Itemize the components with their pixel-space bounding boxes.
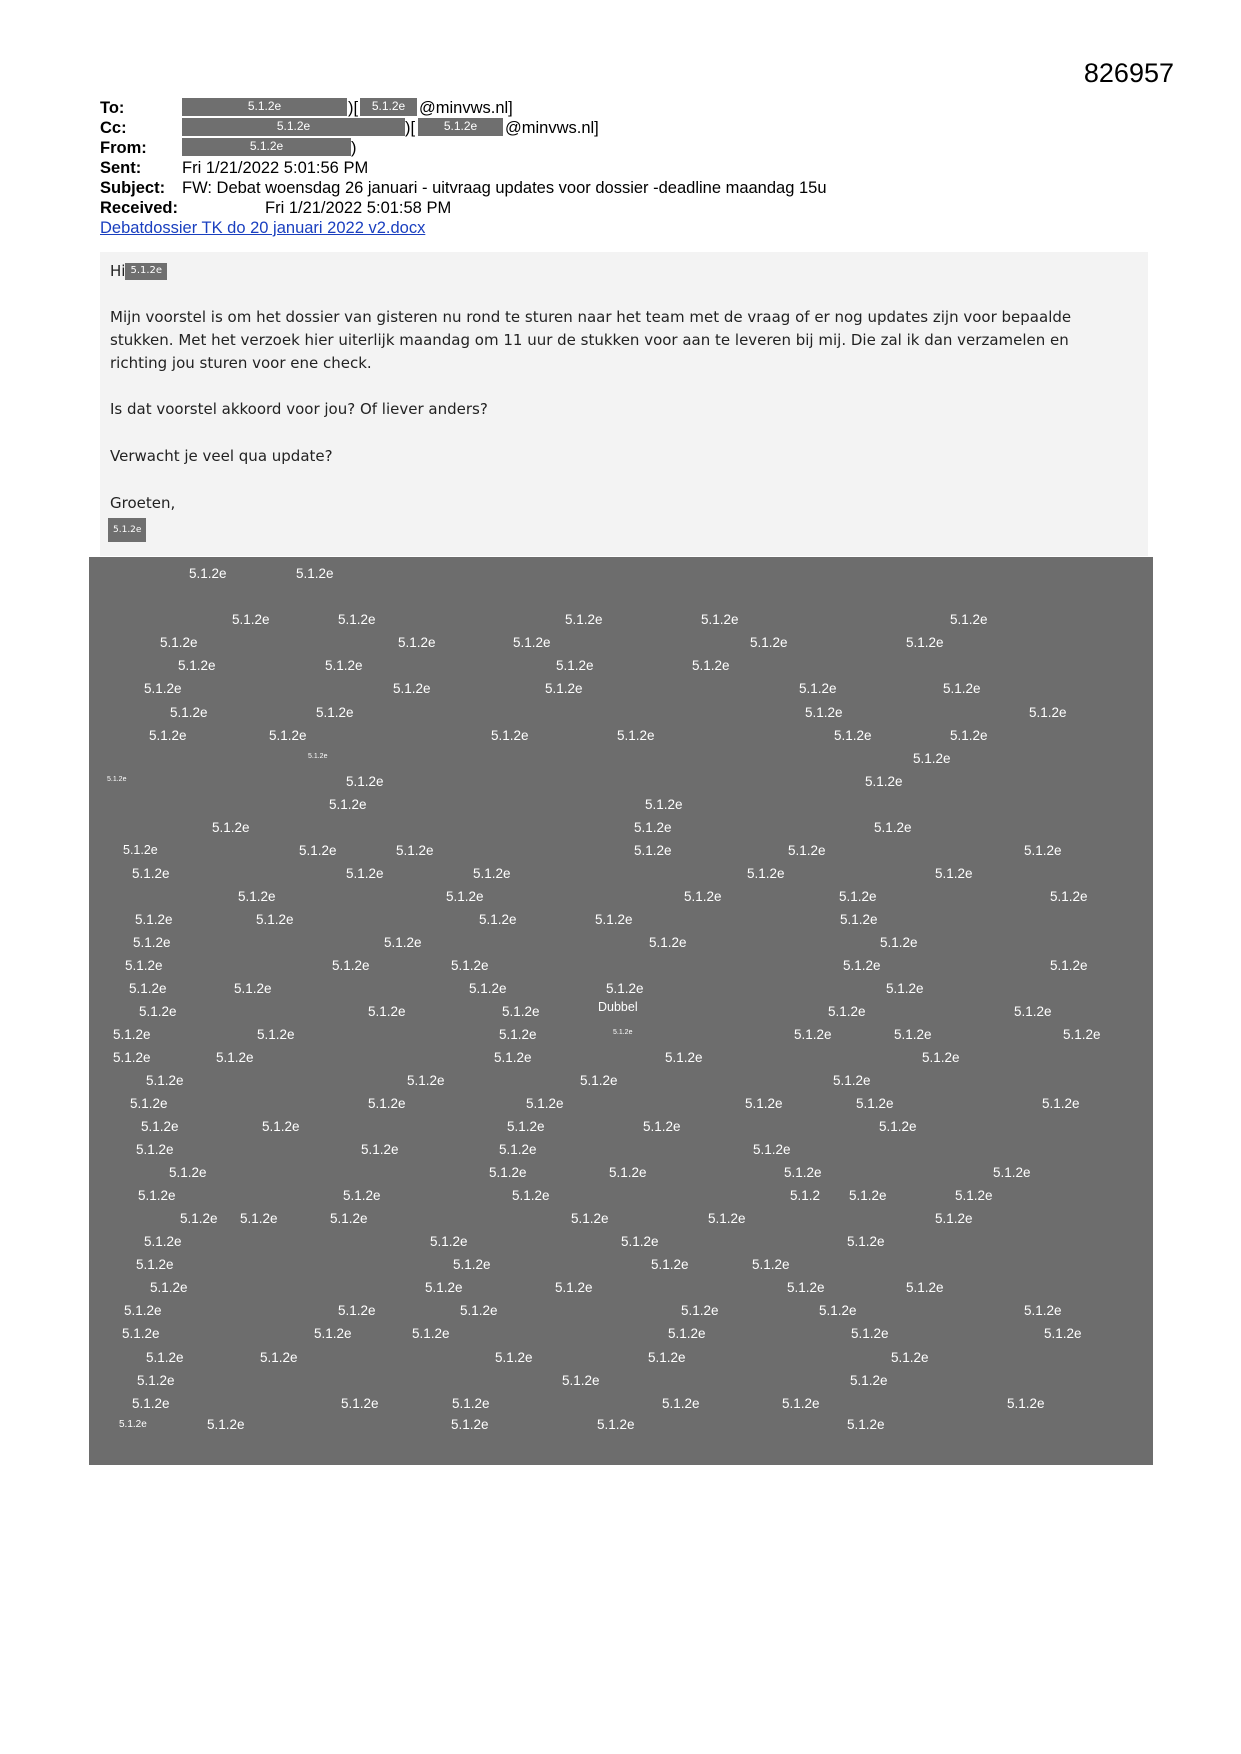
dubbel-note: Dubbel	[598, 1000, 638, 1014]
to-domain: @minvws.nl]	[419, 99, 513, 117]
redaction-box: 5.1.2e	[182, 138, 351, 156]
redaction-code: 5.1.2e	[169, 1165, 207, 1180]
redaction-code: 5.1.2e	[850, 1373, 888, 1388]
redaction-code: 5.1.2e	[784, 1165, 822, 1180]
redaction-code: 5.1.2e	[922, 1050, 960, 1065]
body-line: Mijn voorstel is om het dossier van gisteren nu rond te sturen naar het team met de vraag of er nog updates zijn voor bepaalde	[110, 308, 1072, 326]
redaction-code: 5.1.2e	[834, 728, 872, 743]
redaction-code: 5.1.2e	[107, 776, 127, 783]
redaction-code: 5.1.2e	[851, 1326, 889, 1341]
redaction-code: 5.1.2e	[398, 635, 436, 650]
redaction-box: 5.1.2e	[360, 98, 417, 116]
redaction-code: 5.1.2e	[597, 1417, 635, 1432]
redaction-code: 5.1.2e	[580, 1073, 618, 1088]
redaction-code: 5.1.2e	[338, 1303, 376, 1318]
redaction-code: 5.1.2e	[491, 728, 529, 743]
redaction-code: 5.1.2e	[137, 1373, 175, 1388]
redaction-code: 5.1.2e	[178, 658, 216, 673]
redaction-code: 5.1.2e	[847, 1417, 885, 1432]
redaction-code: 5.1.2e	[606, 981, 644, 996]
redaction-code: 5.1.2e	[136, 1142, 174, 1157]
redaction-box: 5.1.2e	[125, 263, 167, 280]
redaction-code: 5.1.2e	[840, 912, 878, 927]
redaction-code: 5.1.2e	[146, 1350, 184, 1365]
attachment-link[interactable]: Debatdossier TK do 20 januari 2022 v2.docx	[100, 219, 426, 237]
redaction-code: 5.1.2e	[507, 1119, 545, 1134]
attachment-row	[100, 218, 1150, 238]
redaction-code: 5.1.2	[790, 1188, 821, 1203]
redaction-code: 5.1.2e	[886, 981, 924, 996]
body-line: stukken. Met het verzoek hier uiterlijk maandag om 11 uur de stukken voor aan te leveren bij mij. Die zal ik dan verzamelen en	[110, 331, 1069, 349]
redaction-code: 5.1.2e	[692, 658, 730, 673]
from-close: )	[351, 139, 357, 157]
redaction-code: 5.1.2e	[212, 820, 250, 835]
redaction-code: 5.1.2e	[950, 612, 988, 627]
redaction-code: 5.1.2e	[556, 658, 594, 673]
signature-line	[108, 518, 146, 542]
redaction-code: 5.1.2e	[425, 1280, 463, 1295]
redaction-code: 5.1.2e	[595, 912, 633, 927]
redaction-code: 5.1.2e	[609, 1165, 647, 1180]
redaction-code: 5.1.2e	[526, 1096, 564, 1111]
redaction-code: 5.1.2e	[494, 1050, 532, 1065]
redaction-code: 5.1.2e	[189, 566, 227, 581]
redaction-code: 5.1.2e	[138, 1188, 176, 1203]
redaction-code: 5.1.2e	[1024, 1303, 1062, 1318]
redaction-code: 5.1.2e	[446, 889, 484, 904]
redaction-code: 5.1.2e	[141, 1119, 179, 1134]
redaction-code: 5.1.2e	[325, 658, 363, 673]
redaction-code: 5.1.2e	[238, 889, 276, 904]
redaction-code: 5.1.2e	[384, 935, 422, 950]
redaction-code: 5.1.2e	[865, 774, 903, 789]
received-label: Received:	[100, 199, 178, 217]
subject-row	[100, 178, 1150, 198]
cc-row	[100, 118, 1150, 138]
redaction-code: 5.1.2e	[329, 797, 367, 812]
redaction-code: 5.1.2e	[617, 728, 655, 743]
redaction-code: 5.1.2e	[119, 1419, 147, 1430]
redaction-code: 5.1.2e	[513, 635, 551, 650]
cc-label: Cc:	[100, 119, 127, 137]
redaction-code: 5.1.2e	[495, 1350, 533, 1365]
redaction-code: 5.1.2e	[330, 1211, 368, 1226]
redaction-code: 5.1.2e	[338, 612, 376, 627]
redaction-code: 5.1.2e	[662, 1396, 700, 1411]
redaction-code: 5.1.2e	[129, 981, 167, 996]
redaction-code: 5.1.2e	[782, 1396, 820, 1411]
redaction-code: 5.1.2e	[645, 797, 683, 812]
received-value: Fri 1/21/2022 5:01:58 PM	[265, 199, 452, 217]
redaction-code: 5.1.2e	[139, 1004, 177, 1019]
redaction-code: 5.1.2e	[874, 820, 912, 835]
redaction-code: 5.1.2e	[150, 1280, 188, 1295]
redaction-code: 5.1.2e	[906, 1280, 944, 1295]
redaction-code: 5.1.2e	[935, 866, 973, 881]
redaction-code: 5.1.2e	[555, 1280, 593, 1295]
redaction-code: 5.1.2e	[124, 1303, 162, 1318]
redaction-code: 5.1.2e	[240, 1211, 278, 1226]
redaction-code: 5.1.2e	[361, 1142, 399, 1157]
redaction-code: 5.1.2e	[935, 1211, 973, 1226]
redaction-code: 5.1.2e	[473, 866, 511, 881]
redaction-code: 5.1.2e	[651, 1257, 689, 1272]
redaction-code: 5.1.2e	[308, 753, 328, 760]
cc-domain: @minvws.nl]	[505, 119, 599, 137]
redaction-code: 5.1.2e	[234, 981, 272, 996]
redaction-code: 5.1.2e	[787, 1280, 825, 1295]
body-line: Verwacht je veel qua update?	[110, 447, 333, 465]
redaction-code: 5.1.2e	[146, 1073, 184, 1088]
redaction-code: 5.1.2e	[643, 1119, 681, 1134]
redaction-code: 5.1.2e	[649, 935, 687, 950]
redaction-code: 5.1.2e	[123, 843, 158, 857]
redaction-code: 5.1.2e	[180, 1211, 218, 1226]
redaction-code: 5.1.2e	[412, 1326, 450, 1341]
redaction-code: 5.1.2e	[260, 1350, 298, 1365]
redaction-code: 5.1.2e	[216, 1050, 254, 1065]
from-row	[100, 138, 1150, 158]
redaction-code: 5.1.2e	[207, 1417, 245, 1432]
redaction-code: 5.1.2e	[396, 843, 434, 858]
redaction-code: 5.1.2e	[502, 1004, 540, 1019]
redaction-code: 5.1.2e	[621, 1234, 659, 1249]
redaction-code: 5.1.2e	[1050, 958, 1088, 973]
redaction-code: 5.1.2e	[906, 635, 944, 650]
redaction-box: 5.1.2e	[182, 118, 405, 136]
redaction-code: 5.1.2e	[788, 843, 826, 858]
to-label: To:	[100, 99, 125, 117]
redaction-code: 5.1.2e	[453, 1257, 491, 1272]
redaction-code: 5.1.2e	[913, 751, 951, 766]
redaction-code: 5.1.2e	[170, 705, 208, 720]
redaction-code: 5.1.2e	[665, 1050, 703, 1065]
redaction-code: 5.1.2e	[316, 705, 354, 720]
from-label: From:	[100, 139, 147, 157]
redaction-code: 5.1.2e	[393, 681, 431, 696]
redaction-code: 5.1.2e	[993, 1165, 1031, 1180]
greeting: Hi	[110, 262, 126, 280]
redaction-code: 5.1.2e	[160, 635, 198, 650]
sent-row	[100, 158, 1150, 178]
document-number: 826957	[1083, 58, 1174, 88]
redaction-code: 5.1.2e	[708, 1211, 746, 1226]
redaction-code: 5.1.2e	[113, 1027, 151, 1042]
redaction-code: 5.1.2e	[135, 912, 173, 927]
sent-value: Fri 1/21/2022 5:01:56 PM	[182, 159, 369, 177]
redaction-code: 5.1.2e	[745, 1096, 783, 1111]
redaction-code: 5.1.2e	[113, 1050, 151, 1065]
redaction-code: 5.1.2e	[262, 1119, 300, 1134]
redaction-code: 5.1.2e	[136, 1257, 174, 1272]
redaction-code: 5.1.2e	[847, 1234, 885, 1249]
redaction-code: 5.1.2e	[681, 1303, 719, 1318]
redaction-code: 5.1.2e	[314, 1326, 352, 1341]
redaction-code: 5.1.2e	[430, 1234, 468, 1249]
redaction-code: 5.1.2e	[269, 728, 307, 743]
to-row	[100, 98, 1150, 118]
redaction-code: 5.1.2e	[805, 705, 843, 720]
redaction-code: 5.1.2e	[144, 681, 182, 696]
redaction-code: 5.1.2e	[750, 635, 788, 650]
redaction-code: 5.1.2e	[565, 612, 603, 627]
redacted-block	[89, 557, 1153, 1465]
body-line: Is dat voorstel akkoord voor jou? Of liever anders?	[110, 400, 488, 418]
redaction-code: 5.1.2e	[856, 1096, 894, 1111]
redaction-code: 5.1.2e	[469, 981, 507, 996]
redaction-code: 5.1.2e	[955, 1188, 993, 1203]
redaction-code: 5.1.2e	[346, 774, 384, 789]
redaction-code: 5.1.2e	[132, 1396, 170, 1411]
cc-separator: )[	[405, 119, 416, 137]
redaction-code: 5.1.2e	[256, 912, 294, 927]
redaction-code: 5.1.2e	[1014, 1004, 1052, 1019]
redaction-code: 5.1.2e	[489, 1165, 527, 1180]
redaction-code: 5.1.2e	[452, 1396, 490, 1411]
closing: Groeten,	[110, 494, 176, 512]
redaction-box: 5.1.2e	[182, 98, 347, 116]
sent-label: Sent:	[100, 159, 142, 177]
redaction-code: 5.1.2e	[571, 1211, 609, 1226]
redaction-code: 5.1.2e	[943, 681, 981, 696]
redaction-code: 5.1.2e	[296, 566, 334, 581]
redaction-code: 5.1.2e	[843, 958, 881, 973]
redaction-code: 5.1.2e	[1044, 1326, 1082, 1341]
redaction-code: 5.1.2e	[1063, 1027, 1101, 1042]
redaction-code: 5.1.2e	[122, 1326, 160, 1341]
redaction-code: 5.1.2e	[257, 1027, 295, 1042]
redaction-code: 5.1.2e	[753, 1142, 791, 1157]
redaction-code: 5.1.2e	[648, 1350, 686, 1365]
redaction-code: 5.1.2e	[299, 843, 337, 858]
redaction-code: 5.1.2e	[407, 1073, 445, 1088]
redaction-code: 5.1.2e	[747, 866, 785, 881]
redaction-code: 5.1.2e	[794, 1027, 832, 1042]
redaction-code: 5.1.2e	[828, 1004, 866, 1019]
redaction-code: 5.1.2e	[341, 1396, 379, 1411]
redaction-code: 5.1.2e	[701, 612, 739, 627]
redaction-code: 5.1.2e	[833, 1073, 871, 1088]
redaction-code: 5.1.2e	[232, 612, 270, 627]
redaction-code: 5.1.2e	[451, 1417, 489, 1432]
redaction-code: 5.1.2e	[879, 1119, 917, 1134]
redaction-code: 5.1.2e	[499, 1027, 537, 1042]
body-line: richting jou sturen voor ene check.	[110, 354, 372, 372]
redaction-code: 5.1.2e	[839, 889, 877, 904]
redaction-code: 5.1.2e	[133, 935, 171, 950]
redaction-code: 5.1.2e	[684, 889, 722, 904]
greeting-line	[110, 262, 167, 280]
redaction-code: 5.1.2e	[368, 1096, 406, 1111]
redaction-code: 5.1.2e	[752, 1257, 790, 1272]
redaction-code: 5.1.2e	[1050, 889, 1088, 904]
redaction-code: 5.1.2e	[332, 958, 370, 973]
redaction-code: 5.1.2e	[819, 1303, 857, 1318]
redaction-code: 5.1.2e	[479, 912, 517, 927]
received-row	[100, 198, 1150, 218]
redaction-code: 5.1.2e	[499, 1142, 537, 1157]
redaction-code: 5.1.2e	[950, 728, 988, 743]
redaction-code: 5.1.2e	[562, 1373, 600, 1388]
redaction-code: 5.1.2e	[880, 935, 918, 950]
redaction-code: 5.1.2e	[894, 1027, 932, 1042]
redaction-code: 5.1.2e	[849, 1188, 887, 1203]
redaction-code: 5.1.2e	[668, 1326, 706, 1341]
redaction-code: 5.1.2e	[144, 1234, 182, 1249]
redaction-code: 5.1.2e	[545, 681, 583, 696]
redaction-code: 5.1.2e	[343, 1188, 381, 1203]
redaction-code: 5.1.2e	[125, 958, 163, 973]
redaction-code: 5.1.2e	[132, 866, 170, 881]
redaction-code: 5.1.2e	[634, 820, 672, 835]
redaction-code: 5.1.2e	[1007, 1396, 1045, 1411]
redaction-code: 5.1.2e	[1042, 1096, 1080, 1111]
subject-label: Subject:	[100, 179, 166, 197]
redaction-code: 5.1.2e	[512, 1188, 550, 1203]
redaction-code: 5.1.2e	[368, 1004, 406, 1019]
redaction-code: 5.1.2e	[130, 1096, 168, 1111]
redaction-box: 5.1.2e	[418, 118, 503, 136]
subject-value: FW: Debat woensdag 26 januari - uitvraag updates voor dossier -deadline maandag 15u	[182, 179, 827, 197]
redaction-code: 5.1.2e	[799, 681, 837, 696]
email-header	[100, 98, 1150, 238]
redaction-code: 5.1.2e	[460, 1303, 498, 1318]
redaction-code: 5.1.2e	[1029, 705, 1067, 720]
to-separator: )[	[348, 99, 359, 117]
redaction-code: 5.1.2e	[891, 1350, 929, 1365]
redaction-code: 5.1.2e	[451, 958, 489, 973]
redaction-code: 5.1.2e	[634, 843, 672, 858]
redaction-code: 5.1.2e	[149, 728, 187, 743]
redaction-code: 5.1.2e	[1024, 843, 1062, 858]
redaction-box: 5.1.2e	[108, 518, 146, 542]
redaction-code: 5.1.2e	[346, 866, 384, 881]
redaction-code: 5.1.2e	[613, 1029, 633, 1036]
